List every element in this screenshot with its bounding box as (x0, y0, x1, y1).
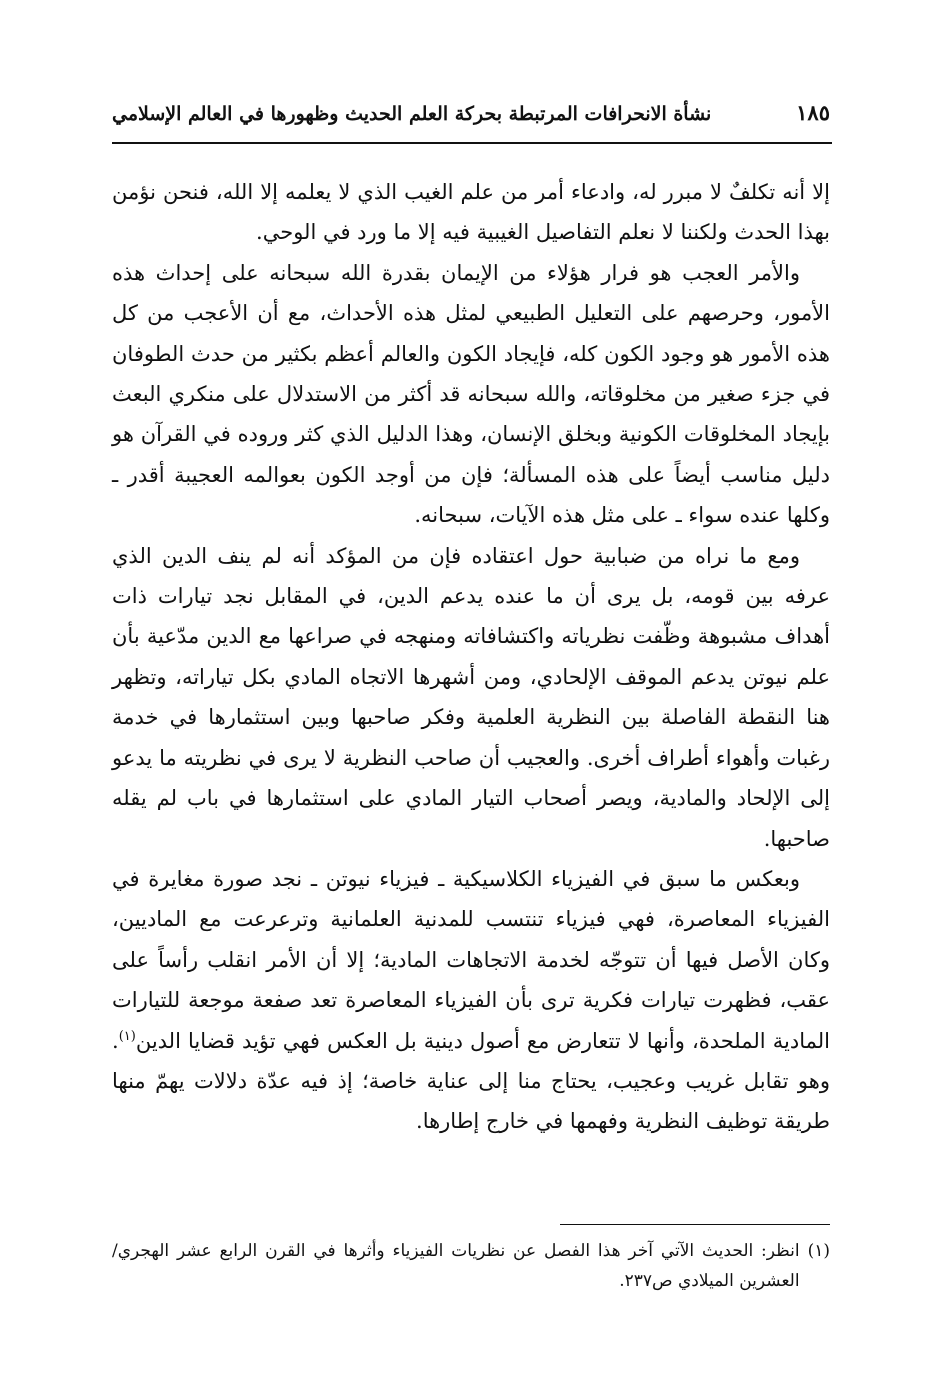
footnote-text: انظر: الحديث الآتي آخر هذا الفصل عن نظريات الفيزياء وأثرها في القرن الرابع عشر الهجري/العشرين الميلادي ص٢٣٧. (112, 1241, 800, 1291)
paragraph-4 (112, 859, 830, 1142)
header-rule (112, 142, 832, 144)
footnotes (112, 1236, 830, 1296)
running-header (112, 100, 830, 125)
paragraph-1: إلا أنه تكلفٌ لا مبرر له، وادعاء أمر من علم الغيب الذي لا يعلمه إلا الله، فنحن نؤمن بهذا الحدث ولكننا لا نعلم التفاصيل الغيبية فيه إلا ما ورد في الوحي. (112, 180, 830, 245)
paragraph-2: والأمر العجب هو فرار هؤلاء من الإيمان بقدرة الله سبحانه على إحداث هذه الأمور، وحرصهم على التعليل الطبيعي لمثل هذه الأحداث، مع أن الأعجب من كل هذه الأمور هو وجود الكون كله، فإيجاد الكون والعالم أعظم بكثير من حدث الطوفان في جزء صغير من مخلوقاته، والله سبحانه قد أكثر من الاستدلال على منكري البعث بإيجاد المخلوقات الكونية وبخلق الإنسان، وهذا الدليل الذي كثر وروده في القرآن هو دليل مناسب أيضاً على هذه المسألة؛ فإن من أوجد الكون بعوالمه العجيبة أقدر ـ وكلها عنده سواء ـ على مثل هذه الآيات، سبحانه. (112, 260, 830, 528)
paragraph-3: ومع ما نراه من ضبابية حول اعتقاده فإن من المؤكد أنه لم ينف الدين الذي عرفه بين قومه، بل يرى أن ما عنده يدعم الدين، في المقابل نجد تيارات ذات أهداف مشبوهة وظّفت نظرياته واكتشافاته ومنهجه في صراعها مع الدين مدّعية بأن علم نيوتن يدعم الموقف الإلحادي، ومن أشهرها الاتجاه المادي بكل تياراته، وتظهر هنا النقطة الفاصلة بين النظرية العلمية وفكر صاحبها وبين استثمارها في خدمة رغبات وأهواء أطراف أخرى. والعجيب أن صاحب النظرية لا يرى في نظريته ما يدعو إلى الإلحاد والمادية، ويصر أصحاب التيار المادي على استثمارها في باب لم يقله صاحبها. (112, 543, 830, 851)
paragraph-4-part-1: وبعكس ما سبق في الفيزياء الكلاسيكية ـ فيزياء نيوتن ـ نجد صورة مغايرة في الفيزياء المعاصرة، فهي فيزياء تنتسب للمدنية العلمانية وترعرعت مع الماديين، وكان الأصل فيها أن تتوجّه لخدمة الاتجاهات المادية؛ إلا أن الأمر انقلب رأساً على عقب، فظهرت تيارات فكرية ترى بأن الفيزياء المعاصرة تعد صفعة موجعة للتيارات المادية الملحدة، وأنها لا تتعارض مع أصول دينية بل العكس فهي تؤيد قضايا الدين (112, 866, 830, 1053)
paragraph-4-part-2: . وهو تقابل غريب وعجيب، يحتاج منا إلى عناية خاصة؛ إذ فيه عدّة دلالات يهمّ منها طريقة توظيف النظرية وفهمها في خارج إطارها. (112, 1028, 830, 1134)
footnote-rule (560, 1224, 830, 1225)
footnote-number: (١) (807, 1241, 830, 1261)
body-text (112, 172, 830, 1142)
footnote-1 (112, 1236, 830, 1296)
header-title: نشأة الانحرافات المرتبطة بحركة العلم الحديث وظهورها في العالم الإسلامي (112, 103, 712, 125)
footnote-reference[interactable]: (١) (118, 1028, 136, 1044)
page-number: ١٨٥ (796, 100, 830, 125)
